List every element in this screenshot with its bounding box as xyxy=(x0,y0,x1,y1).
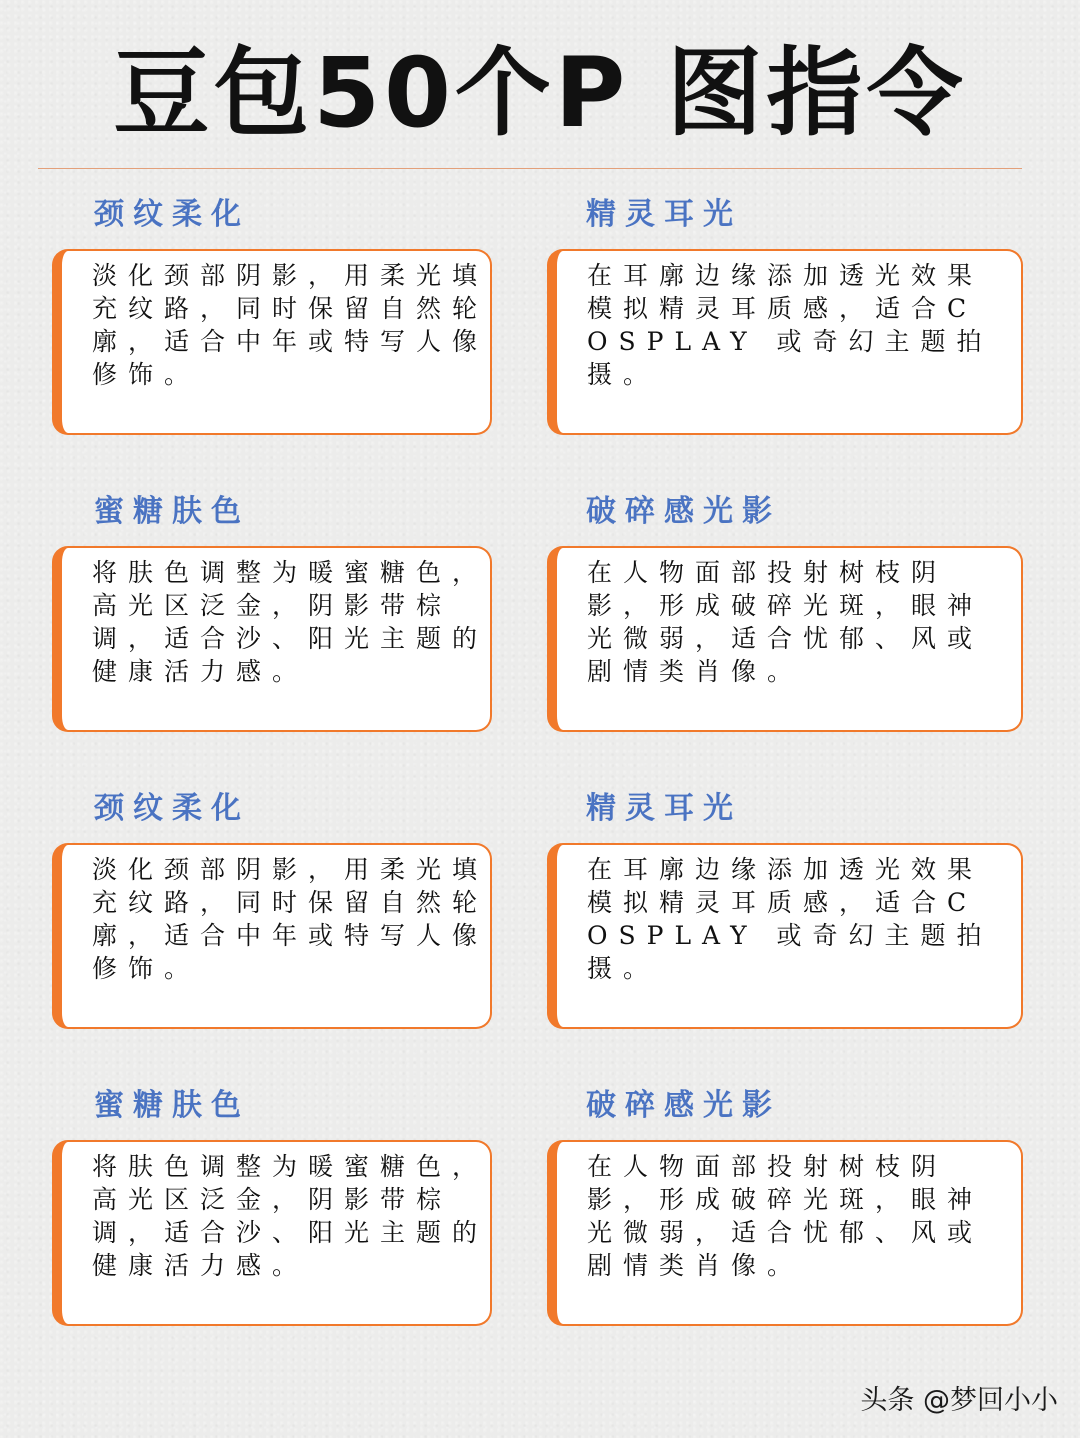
section-card xyxy=(547,843,1023,1029)
section-card xyxy=(52,1140,492,1326)
title-divider xyxy=(38,168,1022,169)
section-card xyxy=(547,249,1023,435)
section-heading: 精灵耳光 xyxy=(586,197,742,232)
watermark: 头条 @梦回小小 xyxy=(860,1385,1058,1416)
section-card xyxy=(547,546,1023,732)
section-text: 在人物面部投射树枝阴影，形成破碎光斑，眼神光微弱，适合忧郁、风或剧情类肖像。 xyxy=(587,1152,984,1280)
section-card xyxy=(547,1140,1023,1326)
section-card xyxy=(52,843,492,1029)
section-heading: 精灵耳光 xyxy=(586,791,742,826)
section-heading: 破碎感光影 xyxy=(586,494,781,529)
section-heading: 颈纹柔化 xyxy=(94,791,250,826)
section-heading: 颈纹柔化 xyxy=(94,197,250,232)
section-heading: 破碎感光影 xyxy=(586,1088,781,1123)
section-text: 在耳廓边缘添加透光效果模拟精灵耳质感，适合COSPLAY 或奇幻主题拍摄。 xyxy=(587,261,993,389)
section-card xyxy=(52,249,492,435)
section-heading: 蜜糖肤色 xyxy=(94,494,250,529)
section-heading: 蜜糖肤色 xyxy=(94,1088,250,1123)
section-card xyxy=(52,546,492,732)
section-text: 将肤色调整为暖蜜糖色，高光区泛金，阴影带棕调，适合沙、阳光主题的健康活力感。 xyxy=(92,558,489,686)
section-text: 在耳廓边缘添加透光效果模拟精灵耳质感，适合COSPLAY 或奇幻主题拍摄。 xyxy=(587,855,993,983)
section-text: 在人物面部投射树枝阴影，形成破碎光斑，眼神光微弱，适合忧郁、风或剧情类肖像。 xyxy=(587,558,984,686)
section-text: 淡化颈部阴影，用柔光填充纹路，同时保留自然轮廓，适合中年或特写人像修饰。 xyxy=(92,261,489,389)
page-title: 豆包50个P 图指令 xyxy=(113,37,967,149)
section-text: 将肤色调整为暖蜜糖色，高光区泛金，阴影带棕调，适合沙、阳光主题的健康活力感。 xyxy=(92,1152,489,1280)
section-text: 淡化颈部阴影，用柔光填充纹路，同时保留自然轮廓，适合中年或特写人像修饰。 xyxy=(92,855,489,983)
